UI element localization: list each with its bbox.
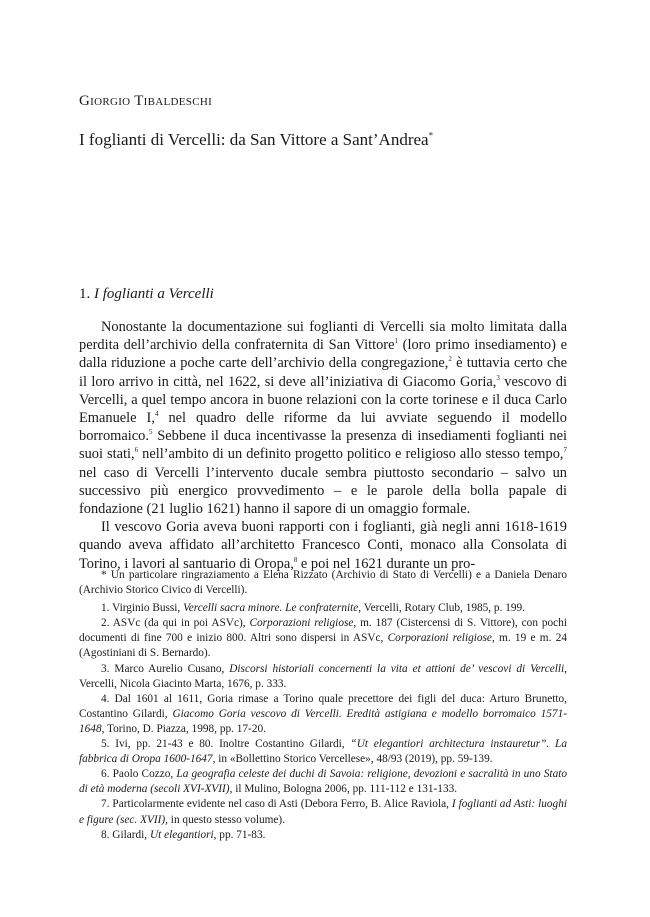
footnote-star: * Un particolare ringraziamento a Elena Rizzato (Archivio di Stato di Vercelli) e a Daniela Denaro (Archivio Storico Civico di Vercelli).	[79, 569, 567, 597]
section-title: I foglianti a Vercelli	[94, 286, 214, 302]
section-number: 1.	[79, 286, 91, 302]
note-italic: Discorsi historiali concernenti la vita et attioni de’ vescovi di Vercelli	[229, 662, 565, 675]
note-italic: La geografia celeste dei duchi di Savoia: religione, devozioni e sacralità in uno Stato di età moderna (secoli XVI-XVII)	[79, 768, 567, 796]
article-title-text: I foglianti di Vercelli: da San Vittore a Sant’Andrea	[79, 130, 429, 149]
note-text: 4. Dal 1601 al 1611, Goria rimase a Torino quale precettore dei figli del duca: Arturo Brunetto, Costantino Gilardi,	[79, 692, 567, 720]
footnote-7	[79, 797, 567, 827]
text-run: nell’ambito di un definito progetto politico e religioso allo stesso tempo,	[138, 446, 564, 463]
footnote-2	[79, 616, 567, 661]
author-name: Giorgio Tibaldeschi	[79, 93, 213, 109]
note-text: 6. Paolo Cozzo,	[101, 768, 177, 781]
title-footnote-mark: *	[428, 130, 434, 141]
note-text: 3. Marco Aurelio Cusano,	[101, 662, 230, 675]
note-text: , pp. 71-83.	[213, 828, 266, 841]
text-run: vescovo di Vercelli, a quel tempo ancora in buone relazioni con la corte torinese e il duca Carlo Emanuele I,	[79, 373, 567, 427]
text-run: è tuttavia certo che il loro arrivo in città, nel 1622, si deve all’iniziativa di Giacomo Goria,	[79, 355, 567, 390]
note-text: 8. Gilardi,	[101, 828, 150, 841]
text-run: nel quadro delle riforme da lui avviate seguendo il modello borromaico.	[79, 410, 567, 445]
footnote-5	[79, 737, 567, 767]
note-italic: Giacomo Goria vescovo di Vercelli. Eredità astigiana e modello borromaico 1571-1648	[79, 707, 567, 735]
note-text: 7. Particolarmente evidente nel caso di Asti (Debora Ferro, B. Alice Raviola,	[101, 798, 452, 811]
footnote-4	[79, 692, 567, 737]
paragraph-2	[79, 518, 567, 573]
footnote-ref: 7	[563, 446, 567, 455]
text-run: Il vescovo Goria aveva buoni rapporti con i foglianti, già negli anni 1618-1619 quando aveva affidato all’architetto Francesco Conti, monaco alla Consolata di Torino, i lavori al santuario di Oropa,	[79, 519, 567, 572]
footnote-ref: 5	[148, 428, 153, 437]
note-text: , Torino, D. Piazza, 1998, pp. 17-20.	[101, 722, 266, 735]
text-run: (loro primo insediamento) e dalla riduzione a poche carte dell’archivio della congregazione,	[79, 337, 567, 372]
section-heading	[79, 286, 214, 303]
body-text	[79, 318, 567, 573]
note-text: , Vercelli, Rotary Club, 1985, p. 199.	[358, 602, 525, 615]
text-run: e poi nel 1621 durante un pro-	[297, 555, 476, 572]
footnotes	[79, 568, 567, 843]
footnote-6	[79, 767, 567, 797]
note-text: , m. 187 (Cistercensi di S. Vittore), con pochi documenti di fine 700 e inizio 800. Altri sono dispersi in ASVc,	[79, 617, 567, 645]
note-text: 2. ASVc (da qui in poi ASVc),	[101, 617, 250, 630]
note-text: 1. Virginio Bussi,	[101, 602, 184, 615]
footnote-ref: 2	[448, 355, 452, 364]
note-text: 5. Ivi, pp. 21-43 e 80. Inoltre Costantino Gilardi,	[101, 738, 351, 751]
footnote-ref: 4	[154, 410, 159, 419]
note-italic: Ut elegantiori	[149, 828, 214, 841]
note-text: , in «Bollettino Storico Vercellese», 48/93 (2019), pp. 59-139.	[212, 753, 493, 766]
text-run: Sebbene il duca incentivasse la presenza di insediamenti foglianti nei suoi stati,	[79, 428, 567, 463]
note-text: , il Mulino, Bologna 2006, pp. 111-112 e 131-133.	[229, 783, 458, 796]
paragraph-1	[79, 318, 567, 518]
footnote-ref: 8	[293, 555, 298, 564]
note-italic: Corporazioni religiose	[249, 617, 354, 630]
note-text: , Vercelli, Nicola Giacinto Marta, 1676, p. 333.	[79, 662, 567, 690]
note-text: , in questo stesso volume).	[165, 813, 286, 826]
text-run: Nonostante la documentazione sui foglianti di Vercelli sia molto limitata dalla perdita dell’archivio della confraternita di San Vittore	[79, 319, 567, 354]
footnote-ref: 6	[134, 446, 139, 455]
footnote-8	[79, 828, 567, 843]
footnote-1	[79, 601, 567, 616]
note-text: , m. 19 e m. 24 (Agostiniani di S. Bernardo).	[79, 632, 567, 660]
note-italic: Vercelli sacra minore. Le confraternite	[183, 602, 359, 615]
text-run: nel caso di Vercelli l’intervento ducale sembra piuttosto secondario – salvo un successivo più energico provvedimento – e le parole della bolla papale di fondazione (21 luglio 1621) hanno il sapore di un omaggio formale.	[79, 464, 567, 518]
note-italic: Corporazioni religiose	[387, 632, 492, 645]
footnote-ref: 1	[394, 337, 398, 346]
note-italic: “Ut elegantiori architectura instauretur”. La fabbrica di Oropa 1600-1647	[79, 738, 567, 766]
article-title	[79, 130, 433, 150]
note-italic: I foglianti ad Asti: luoghi e figure (sec. XVII)	[79, 798, 567, 826]
footnote-3	[79, 662, 567, 692]
footnote-ref: 3	[496, 373, 500, 382]
